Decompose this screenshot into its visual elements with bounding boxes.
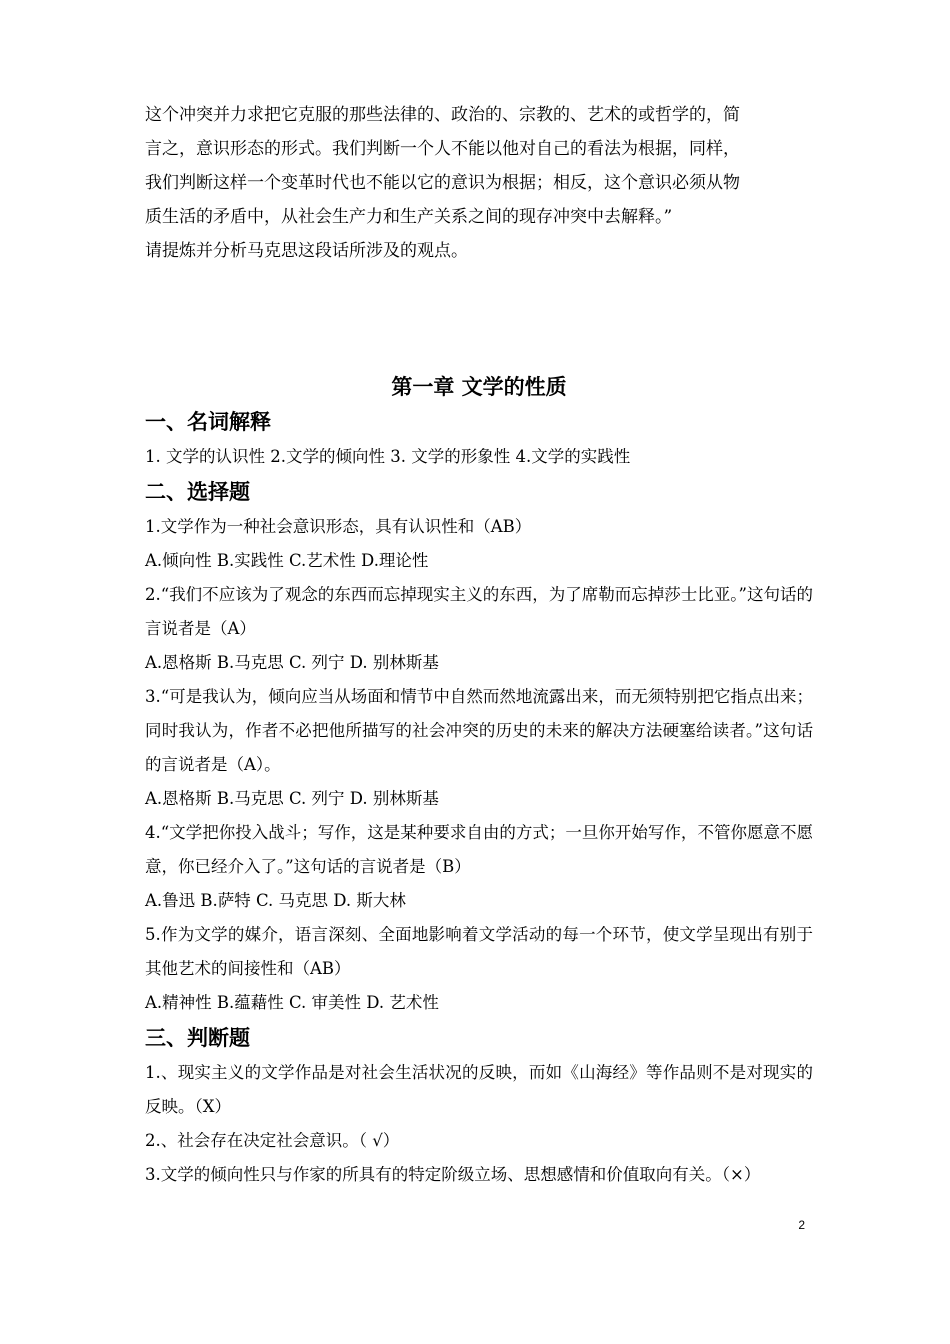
question-options: A.恩格斯 B.马克思 C. 列宁 D. 别林斯基 — [145, 653, 439, 672]
section-heading: 二、选择题 — [145, 480, 250, 504]
judgment-item: 1.、现实主义的文学作品是对社会生活状况的反映，而如《山海经》等作品则不是对现实的反映。（X） — [145, 1063, 813, 1116]
section-heading: 一、名词解释 — [145, 410, 271, 434]
question: 5.作为文学的媒介，语言深刻、全面地影响着文学活动的每一个环节，使文学呈现出有别于其他艺术的间接性和（AB） — [145, 925, 813, 978]
intro-line: 请提炼并分析马克思这段话所涉及的观点。 — [145, 241, 468, 261]
judgment-item: 3.文学的倾向性只与作家的所具有的特定阶级立场、思想感情和价值取向有关。（×） — [145, 1165, 761, 1184]
intro-line: 言之，意识形态的形式。我们判断一个人不能以他对自己的看法为根据，同样， — [145, 139, 740, 159]
question: 2.“我们不应该为了观念的东西而忘掉现实主义的东西，为了席勒而忘掉莎士比亚。”这句话的言说者是（A） — [145, 585, 813, 638]
question-options: A.恩格斯 B.马克思 C. 列宁 D. 别林斯基 — [145, 789, 439, 808]
intro-line: 这个冲突并力求把它克服的那些法律的、政治的、宗教的、艺术的或哲学的，简 — [145, 105, 740, 125]
page-number: 2 — [798, 1218, 805, 1232]
question: 4.“文学把你投入战斗；写作，这是某种要求自由的方式；一旦你开始写作，不管你愿意不愿意，你已经介入了。”这句话的言说者是（B） — [145, 823, 813, 876]
intro-line: 质生活的矛盾中，从社会生产力和生产关系之间的现存冲突中去解释。” — [145, 207, 673, 227]
question: 1.文学作为一种社会意识形态，具有认识性和（AB） — [145, 517, 532, 536]
intro-block — [145, 98, 813, 268]
content-block — [145, 404, 813, 1192]
question-options: A.倾向性 B.实践性 C.艺术性 D.理论性 — [145, 551, 429, 570]
question-options: A.精神性 B.蕴藉性 C. 审美性 D. 艺术性 — [145, 993, 439, 1012]
question: 3.“可是我认为，倾向应当从场面和情节中自然而然地流露出来，而无须特别把它指点出来；同时我认为，作者不必把他所描写的社会冲突的历史的未来的解决方法硬塞给读者。”这句话的言说者是（A）。 — [145, 687, 813, 774]
term-list: 1. 文学的认识性 2.文学的倾向性 3. 文学的形象性 4.文学的实践性 — [145, 447, 631, 466]
question-options: A.鲁迅 B.萨特 C. 马克思 D. 斯大林 — [145, 891, 406, 910]
intro-line: 我们判断这样一个变革时代也不能以它的意识为根据；相反，这个意识必须从物 — [145, 173, 740, 193]
judgment-item: 2.、社会存在决定社会意识。（ √） — [145, 1131, 400, 1150]
section-heading: 三、判断题 — [145, 1026, 250, 1050]
chapter-title: 第一章 文学的性质 — [391, 375, 567, 399]
